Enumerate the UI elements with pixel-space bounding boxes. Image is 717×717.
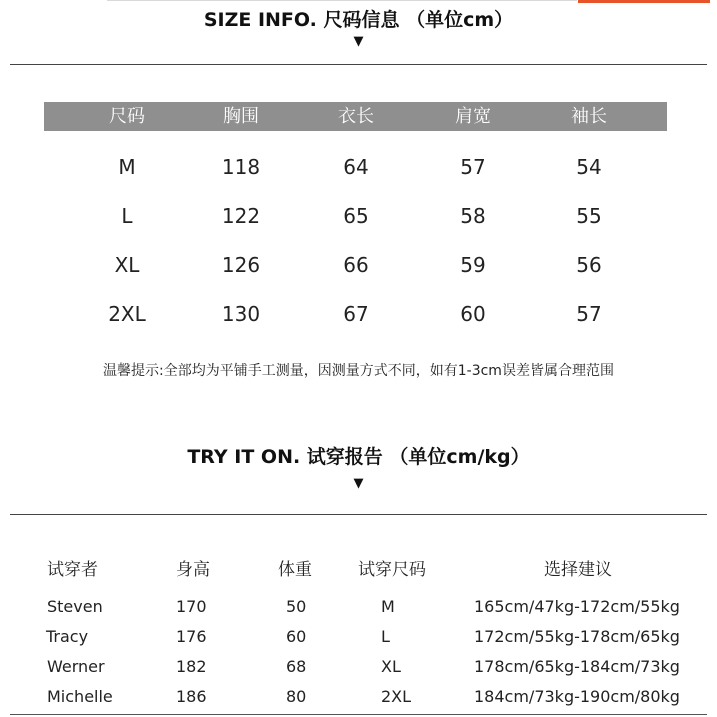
accent-bar — [578, 0, 710, 3]
try-on-title: TRY IT ON. 试穿报告 （单位cm/kg） — [187, 446, 530, 468]
down-arrow-icon: ▼ — [353, 34, 364, 49]
suggestion-cell: 184cm/73kg-190cm/80kg — [474, 687, 680, 706]
wearer-cell: Steven — [47, 597, 103, 616]
weight-cell: 68 — [286, 657, 307, 676]
header-shoulder: 肩宽 — [455, 106, 491, 127]
length-cell: 66 — [343, 253, 369, 277]
sleeve-cell: 55 — [576, 204, 602, 228]
header-sleeve: 袖长 — [571, 106, 607, 127]
height-cell: 176 — [176, 627, 207, 646]
length-cell: 64 — [343, 155, 369, 179]
tried-size-cell: 2XL — [381, 687, 412, 706]
header-weight: 体重 — [278, 560, 312, 580]
table-row — [44, 152, 667, 182]
chest-cell: 118 — [221, 155, 261, 179]
top-divider — [107, 0, 577, 1]
size-cell: L — [121, 204, 133, 228]
header-size: 尺码 — [109, 106, 145, 127]
bottom-divider — [10, 714, 707, 715]
table-row — [44, 250, 667, 280]
sleeve-cell: 57 — [576, 302, 602, 326]
down-arrow-icon: ▼ — [353, 476, 364, 491]
shoulder-cell: 59 — [460, 253, 486, 277]
header-length: 衣长 — [338, 106, 374, 127]
sleeve-cell: 56 — [576, 253, 602, 277]
header-suggestion: 选择建议 — [544, 560, 612, 580]
wearer-cell: Tracy — [46, 627, 89, 646]
size-cell: M — [118, 155, 136, 179]
size-cell: 2XL — [108, 302, 146, 326]
length-cell: 67 — [343, 302, 369, 326]
weight-cell: 60 — [286, 627, 307, 646]
header-tried-size: 试穿尺码 — [358, 560, 426, 580]
section-divider — [10, 64, 707, 65]
tried-size-cell: L — [381, 627, 390, 646]
weight-cell: 50 — [286, 597, 307, 616]
wearer-cell: Werner — [47, 657, 105, 676]
measurement-note: 温馨提示:全部均为平铺手工测量，因测量方式不同，如有1-3cm误差皆属合理范围 — [103, 363, 614, 379]
chest-cell: 126 — [221, 253, 261, 277]
header-chest: 胸围 — [223, 106, 259, 127]
suggestion-cell: 178cm/65kg-184cm/73kg — [474, 657, 680, 676]
header-height: 身高 — [176, 560, 210, 580]
tried-size-cell: XL — [381, 657, 401, 676]
size-cell: XL — [114, 253, 140, 277]
suggestion-cell: 172cm/55kg-178cm/65kg — [474, 627, 680, 646]
shoulder-cell: 58 — [460, 204, 486, 228]
table-row — [44, 299, 667, 329]
wearer-cell: Michelle — [47, 687, 113, 706]
chest-cell: 130 — [221, 302, 261, 326]
height-cell: 182 — [176, 657, 207, 676]
size-table-header — [44, 102, 667, 131]
size-info-title: SIZE INFO. 尺码信息 （单位cm） — [203, 9, 514, 31]
shoulder-cell: 57 — [460, 155, 486, 179]
sleeve-cell: 54 — [576, 155, 602, 179]
length-cell: 65 — [343, 204, 369, 228]
shoulder-cell: 60 — [460, 302, 486, 326]
weight-cell: 80 — [286, 687, 307, 706]
height-cell: 170 — [176, 597, 207, 616]
section-divider — [10, 514, 707, 515]
suggestion-cell: 165cm/47kg-172cm/55kg — [474, 597, 680, 616]
height-cell: 186 — [176, 687, 207, 706]
chest-cell: 122 — [221, 204, 261, 228]
header-wearer: 试穿者 — [47, 560, 98, 580]
table-row — [44, 201, 667, 231]
tried-size-cell: M — [381, 597, 395, 616]
